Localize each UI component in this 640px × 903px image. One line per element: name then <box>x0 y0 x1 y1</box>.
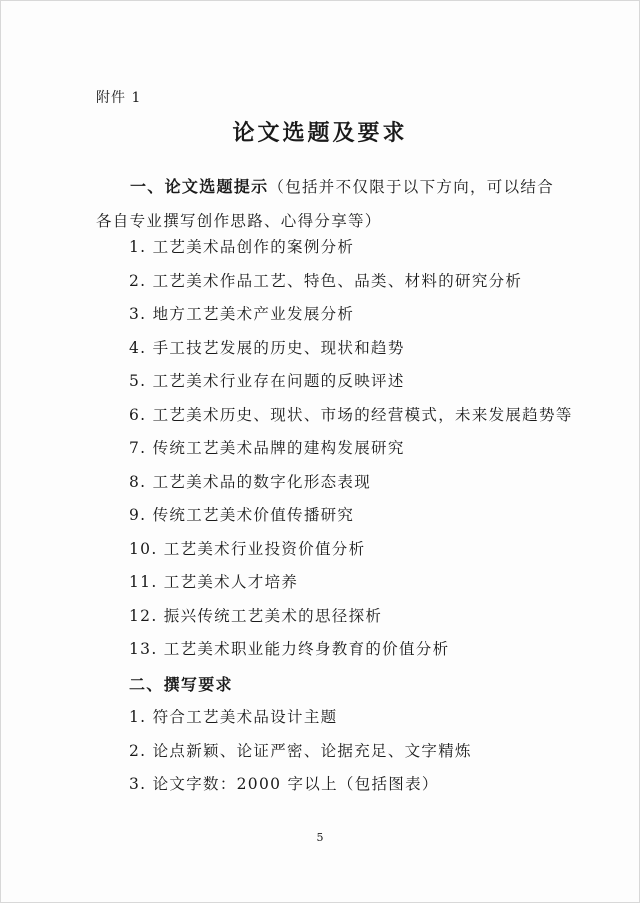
page-number: 5 <box>316 831 324 844</box>
topic-list <box>129 231 573 667</box>
topic-item: 12. 振兴传统工艺美术的思径探析 <box>129 606 383 625</box>
document-title: 论文选题及要求 <box>232 121 408 146</box>
requirement-item: 2. 论点新颖、论证严密、论据充足、文字精炼 <box>129 741 472 760</box>
attachment-label: 附件 1 <box>96 90 142 106</box>
topic-item: 11. 工艺美术人才培养 <box>129 573 299 591</box>
topic-item: 1. 工艺美术品创作的案例分析 <box>129 238 355 256</box>
topic-item: 3. 地方工艺美术产业发展分析 <box>129 305 355 323</box>
section1-heading: 一、论文选题提示 <box>130 177 269 196</box>
topic-item: 10. 工艺美术行业投资价值分析 <box>129 539 366 558</box>
topic-item: 13. 工艺美术职业能力终身教育的价值分析 <box>129 640 450 658</box>
requirement-list <box>129 701 472 802</box>
topic-item: 4. 手工技艺发展的历史、现状和趋势 <box>129 338 405 357</box>
requirement-item: 3. 论文字数：2000 字以上（包括图表） <box>129 775 439 793</box>
section2-heading: 二、撰写要求 <box>129 675 233 694</box>
topic-item: 7. 传统工艺美术品牌的建构发展研究 <box>129 439 405 457</box>
topic-item: 2. 工艺美术作品工艺、特色、品类、材料的研究分析 <box>129 271 523 290</box>
topic-item: 6. 工艺美术历史、现状、市场的经营模式，未来发展趋势等 <box>129 405 573 424</box>
topic-item: 5. 工艺美术行业存在问题的反映评述 <box>129 372 405 390</box>
topic-item: 9. 传统工艺美术价值传播研究 <box>129 506 355 524</box>
section1-intro <box>96 170 556 238</box>
requirement-item: 1. 符合工艺美术品设计主题 <box>129 708 338 726</box>
section1-note: （包括并不仅限于以下方向，可以结合各自专业撰写创作思路、心得分享等） <box>96 178 555 230</box>
topic-item: 8. 工艺美术品的数字化形态表现 <box>129 472 372 491</box>
